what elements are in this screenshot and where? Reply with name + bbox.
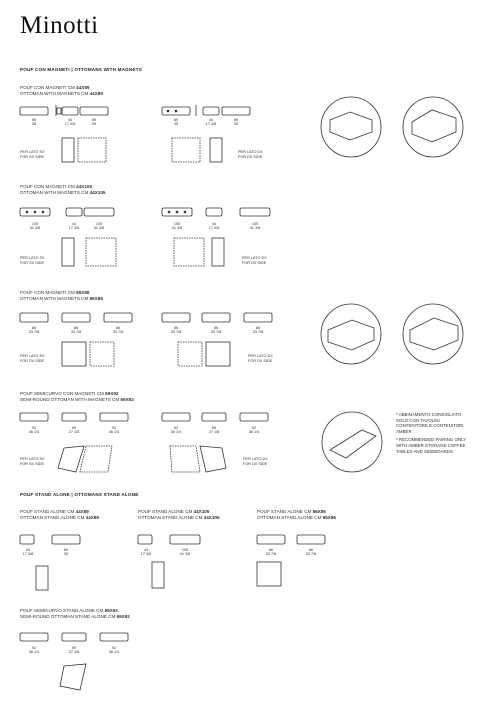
dim-label: 69 27 1/8 [68,426,80,434]
ottoman-front-view [20,413,128,421]
magnet-detail-circle [403,304,463,364]
dim-label: 86 33 7/8 [305,548,317,556]
side-label-dx: PER LATO DX FOR DX SIDE [243,457,268,466]
dim-label: 44 17 3/8 [205,118,217,126]
dim-label: 92 36 1/4 [108,426,120,434]
dim-label: 86 33 7/8 [70,326,82,334]
dim-label: 92 36 1/4 [248,426,260,434]
dim-label: 69 27 1/8 [208,426,220,434]
ottoman-front-view [162,208,270,216]
brand-logo: Minotti [20,12,99,39]
side-label-sx: PER LATO SX FOR SX SIDE [20,354,45,363]
ottoman-top-view [174,238,224,266]
ottoman-top-view [58,446,112,472]
group-title-44x105: POUF CON MAGNETI CM 44X105 OTTOMAN WITH MAGNETS CM 44X105 [20,184,106,195]
ottoman-top-view [170,446,226,472]
stand-title-86x86: POUF STAND ALONE CM 86X86 OTTOMAN STAND ALONE CM 86X86 [257,509,336,520]
ottoman-top-view [178,342,230,366]
dim-label: 86 33 7/8 [252,326,264,334]
dim-label: 105 41 3/8 [249,222,261,230]
dim-label: 44 17 3/8 [140,548,152,556]
dim-label: 44 17 3/8 [68,222,80,230]
group-title-69x92: POUF SEMICURVO CON MAGNETI CM 69X92 SEMI-ROUND OTTOMAN WITH MAGNETS CM 69X92 [20,391,134,402]
section-title-magnets: POUF CON MAGNETI | OTTOMANS WITH MAGNETS [20,67,142,72]
ottoman-front-view [162,105,250,116]
ottoman-front-view [20,313,132,322]
magnet-detail-circle [403,97,463,157]
stand-title-44x105: POUF STAND ALONE CM 44X105 OTTOMAN STAND ALONE CM 44X105 [138,509,220,520]
dim-label: 89 35 [173,118,179,126]
group-title-44x89: POUF CON MAGNETI CM 44X89 OTTOMAN WITH MAGNETS CM 44X89 [20,85,103,96]
dim-label: 92 36 1/4 [28,426,40,434]
ottoman-front-view [162,313,272,322]
group-title-86x86: POUF CON MAGNETI CM 86X86 OTTOMAN WITH MAGNETS CM 86X86 [20,290,103,301]
pairing-note: * ABBINAMENTO CONSIGLIATO SOLO CON TAVOLINI CONTENITORE E CONTENITORI AMBER * RECOMMENDED PAIRING ONLY WITH AMBER STORAGE COFFEE TABLES AND SIDEBOARDS. [396,412,467,454]
dim-label: 92 36 1/4 [170,426,182,434]
ottoman-front-view [20,535,325,544]
side-label-sx: PER LATO SX FOR SX SIDE [20,256,45,265]
magnet-detail-circle [321,97,381,157]
dim-label: 89 35 [91,118,97,126]
dim-label: 44 17 3/8 [22,548,34,556]
dim-label: 89 35 [63,548,69,556]
ottoman-front-view [20,208,114,216]
side-label-sx: PER LATO SX FOR SX SIDE [20,457,45,466]
magnet-detail-circle [322,412,382,472]
dim-label: 86 33 7/8 [170,326,182,334]
dim-label: 69 27 1/8 [68,646,80,654]
dim-label: 105 41 3/8 [29,222,41,230]
dim-label: 105 41 3/8 [179,548,191,556]
ottoman-top-view [62,138,106,162]
ottoman-top-view [60,664,86,690]
side-label-dx: PER LATO DX FOR DX SIDE [242,256,267,265]
dim-label: 86 33 7/8 [210,326,222,334]
dim-label: 44 17 3/8 [64,118,76,126]
side-label-dx: PER LATO DX FOR DX SIDE [238,150,263,159]
side-label-dx: PER LATO DX FOR DX SIDE [248,354,273,363]
ottoman-top-view [172,138,222,162]
ottoman-top-view [62,238,116,266]
side-label-sx: PER LATO SX FOR SX SIDE [20,150,45,159]
dim-label: 86 33 7/8 [112,326,124,334]
section-title-stand-alone: POUF STAND ALONE | OTTOMANS STAND ALONE [20,492,139,497]
dim-label: 89 35 [31,118,37,126]
dim-label: 44 17 3/8 [208,222,220,230]
ottoman-top-view [62,342,114,366]
ottoman-top-view [36,562,281,590]
dim-label: 86 33 7/8 [28,326,40,334]
dim-label: 105 41 3/8 [93,222,105,230]
dim-label: 92 36 1/4 [28,646,40,654]
ottoman-front-view [162,413,268,421]
dim-label: 86 33 7/8 [265,548,277,556]
ottoman-front-view [20,633,128,641]
stand-title-44x89: POUF STAND ALONE CM 44X89 OTTOMAN STAND ALONE CM 44X89 [20,509,99,520]
dim-label: 89 35 [233,118,239,126]
magnet-detail-circle [321,304,381,364]
ottoman-front-view [20,105,108,116]
stand-title-69x92: POUF SEMICURVO STAND ALONE CM 69X92 SEMI-ROUND OTTOMAN STAND ALONE CM 69X92 [20,608,130,619]
dim-label: 92 36 1/4 [108,646,120,654]
dim-label: 105 41 3/8 [171,222,183,230]
